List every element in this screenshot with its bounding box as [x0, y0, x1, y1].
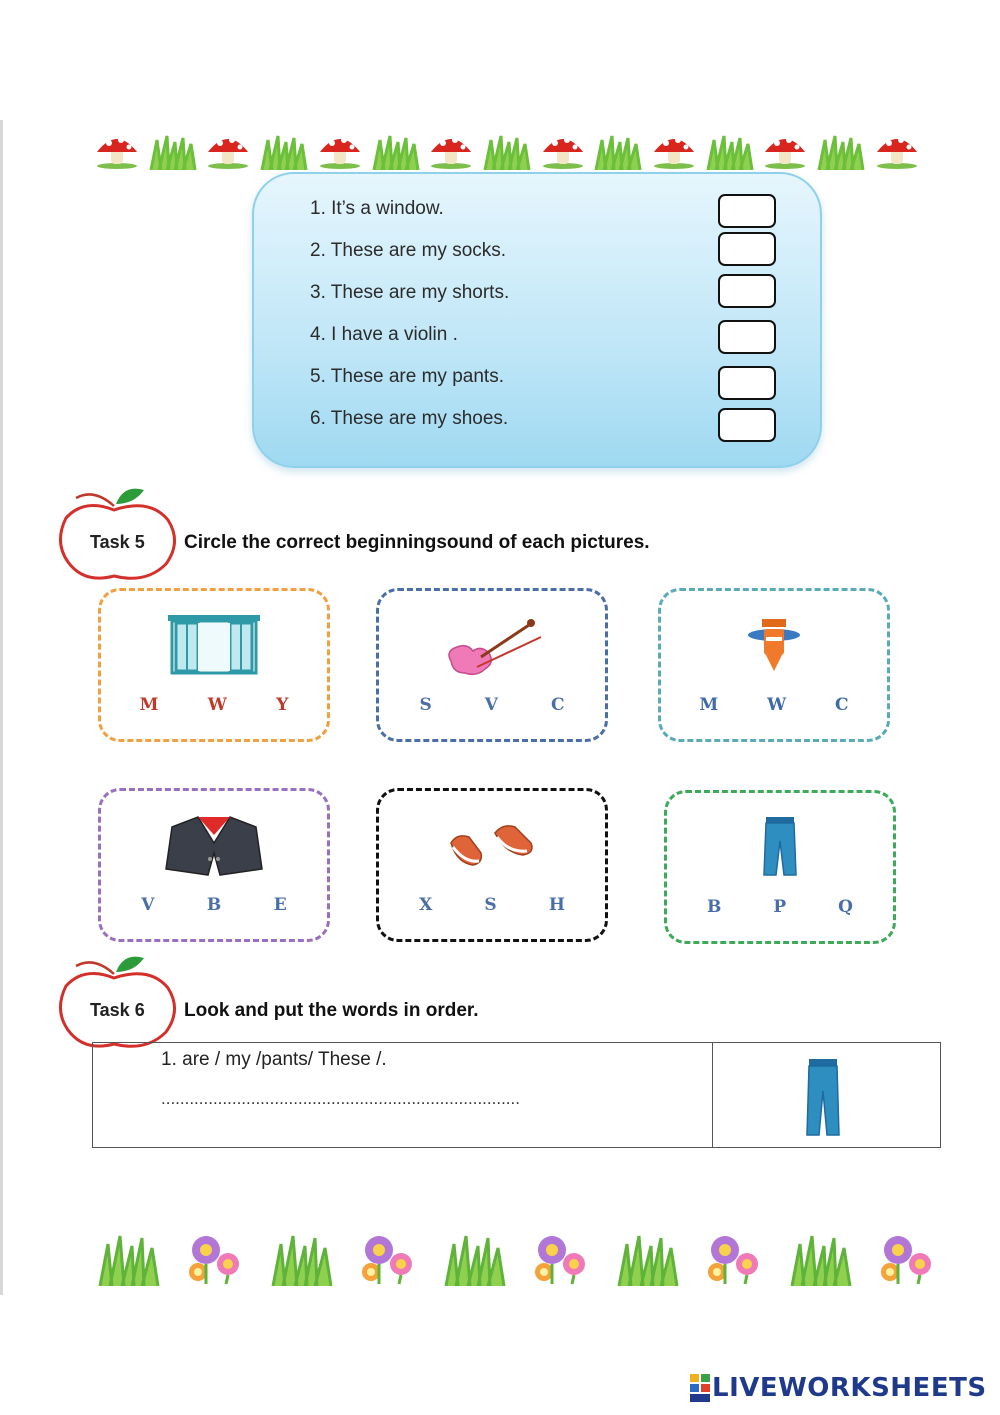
order-question: 1. are / my /pants/ These /.	[161, 1049, 387, 1070]
grass-icon	[483, 134, 531, 170]
grass-icon	[98, 1234, 160, 1286]
answer-input-3[interactable]	[718, 274, 776, 308]
grass-icon	[149, 134, 197, 170]
sentence-item: 2. These are my socks.	[310, 240, 507, 261]
liveworksheets-logo	[690, 1373, 987, 1403]
grass-icon	[372, 134, 420, 170]
violin-icon	[437, 613, 547, 681]
picture-card-shoes	[376, 788, 608, 942]
window-icon	[166, 613, 262, 675]
sentence-item: 5. These are my pants.	[310, 366, 504, 387]
letter-option[interactable]: P	[773, 897, 787, 917]
grass-icon	[617, 1234, 679, 1286]
pants-icon	[793, 1057, 853, 1141]
top-border	[92, 122, 922, 170]
bottom-border	[98, 1226, 938, 1286]
flower-icon	[703, 1232, 765, 1286]
grass-icon	[260, 134, 308, 170]
mushroom-icon	[315, 130, 365, 170]
page-edge	[0, 120, 3, 1295]
letter-option[interactable]: Q	[838, 897, 853, 917]
grass-icon	[444, 1234, 506, 1286]
letter-option[interactable]: C	[550, 695, 565, 715]
answer-input-1[interactable]	[718, 194, 776, 228]
sentence-item: 6. These are my shoes.	[310, 408, 509, 429]
flower-icon	[530, 1232, 592, 1286]
flower-icon	[876, 1232, 938, 1286]
picture-card-hat	[658, 588, 890, 742]
vest-icon	[162, 813, 266, 877]
answer-input-4[interactable]	[718, 320, 776, 354]
sentence-item: 4. I have a violin .	[310, 324, 458, 345]
letter-option[interactable]: X	[419, 895, 433, 915]
picture-card-vest	[98, 788, 330, 942]
letter-option[interactable]: C	[835, 695, 849, 715]
task5-instruction: Circle the correct beginningsound of each pictures.	[184, 532, 650, 553]
answer-line[interactable]: ............................................................................	[161, 1089, 520, 1108]
letter-option[interactable]: Y	[276, 695, 289, 715]
letter-option[interactable]: E	[273, 895, 287, 915]
picture-card-violin	[376, 588, 608, 742]
task6-header	[54, 952, 814, 1052]
picture-card-pants	[664, 790, 896, 944]
mushroom-icon	[538, 130, 588, 170]
mushroom-icon	[426, 130, 476, 170]
letter-option[interactable]: B	[707, 897, 722, 917]
pants-icon	[760, 815, 800, 881]
letter-option[interactable]: B	[206, 895, 222, 915]
logo-text: LIVEWORKSHEETS	[712, 1373, 987, 1403]
picture-card-window	[98, 588, 330, 742]
task6-instruction: Look and put the words in order.	[184, 1000, 479, 1021]
logo-mark-icon	[690, 1374, 710, 1402]
grass-icon	[790, 1234, 852, 1286]
letter-option[interactable]: S	[484, 895, 497, 915]
letter-option[interactable]: S	[419, 695, 432, 715]
letter-option[interactable]: W	[767, 695, 787, 715]
task5-label: Task 5	[90, 532, 145, 552]
grass-icon	[271, 1234, 333, 1286]
letter-option[interactable]: M	[699, 695, 719, 715]
letter-option[interactable]: M	[139, 695, 159, 715]
table-divider	[712, 1043, 713, 1147]
grass-icon	[594, 134, 642, 170]
sentence-item: 1. It’s a window.	[310, 198, 444, 219]
sentence-panel	[252, 172, 822, 468]
grass-icon	[706, 134, 754, 170]
letter-option[interactable]: H	[548, 895, 565, 915]
mushroom-icon	[760, 130, 810, 170]
answer-input-2[interactable]	[718, 232, 776, 266]
task5-header	[54, 484, 814, 584]
sentence-item: 3. These are my shorts.	[310, 282, 510, 303]
letter-option[interactable]: W	[207, 695, 227, 715]
shoes-icon	[447, 813, 537, 873]
answer-input-6[interactable]	[718, 408, 776, 442]
mushroom-icon	[649, 130, 699, 170]
letter-option[interactable]: V	[141, 895, 155, 915]
mushroom-icon	[92, 130, 142, 170]
order-table	[92, 1042, 941, 1148]
flower-icon	[357, 1232, 419, 1286]
mushroom-icon	[203, 130, 253, 170]
flower-icon	[184, 1232, 246, 1286]
hat-icon	[744, 613, 804, 675]
mushroom-icon	[872, 130, 922, 170]
answer-input-5[interactable]	[718, 366, 776, 400]
grass-icon	[817, 134, 865, 170]
task6-label: Task 6	[90, 1000, 145, 1020]
letter-option[interactable]: V	[484, 695, 498, 715]
